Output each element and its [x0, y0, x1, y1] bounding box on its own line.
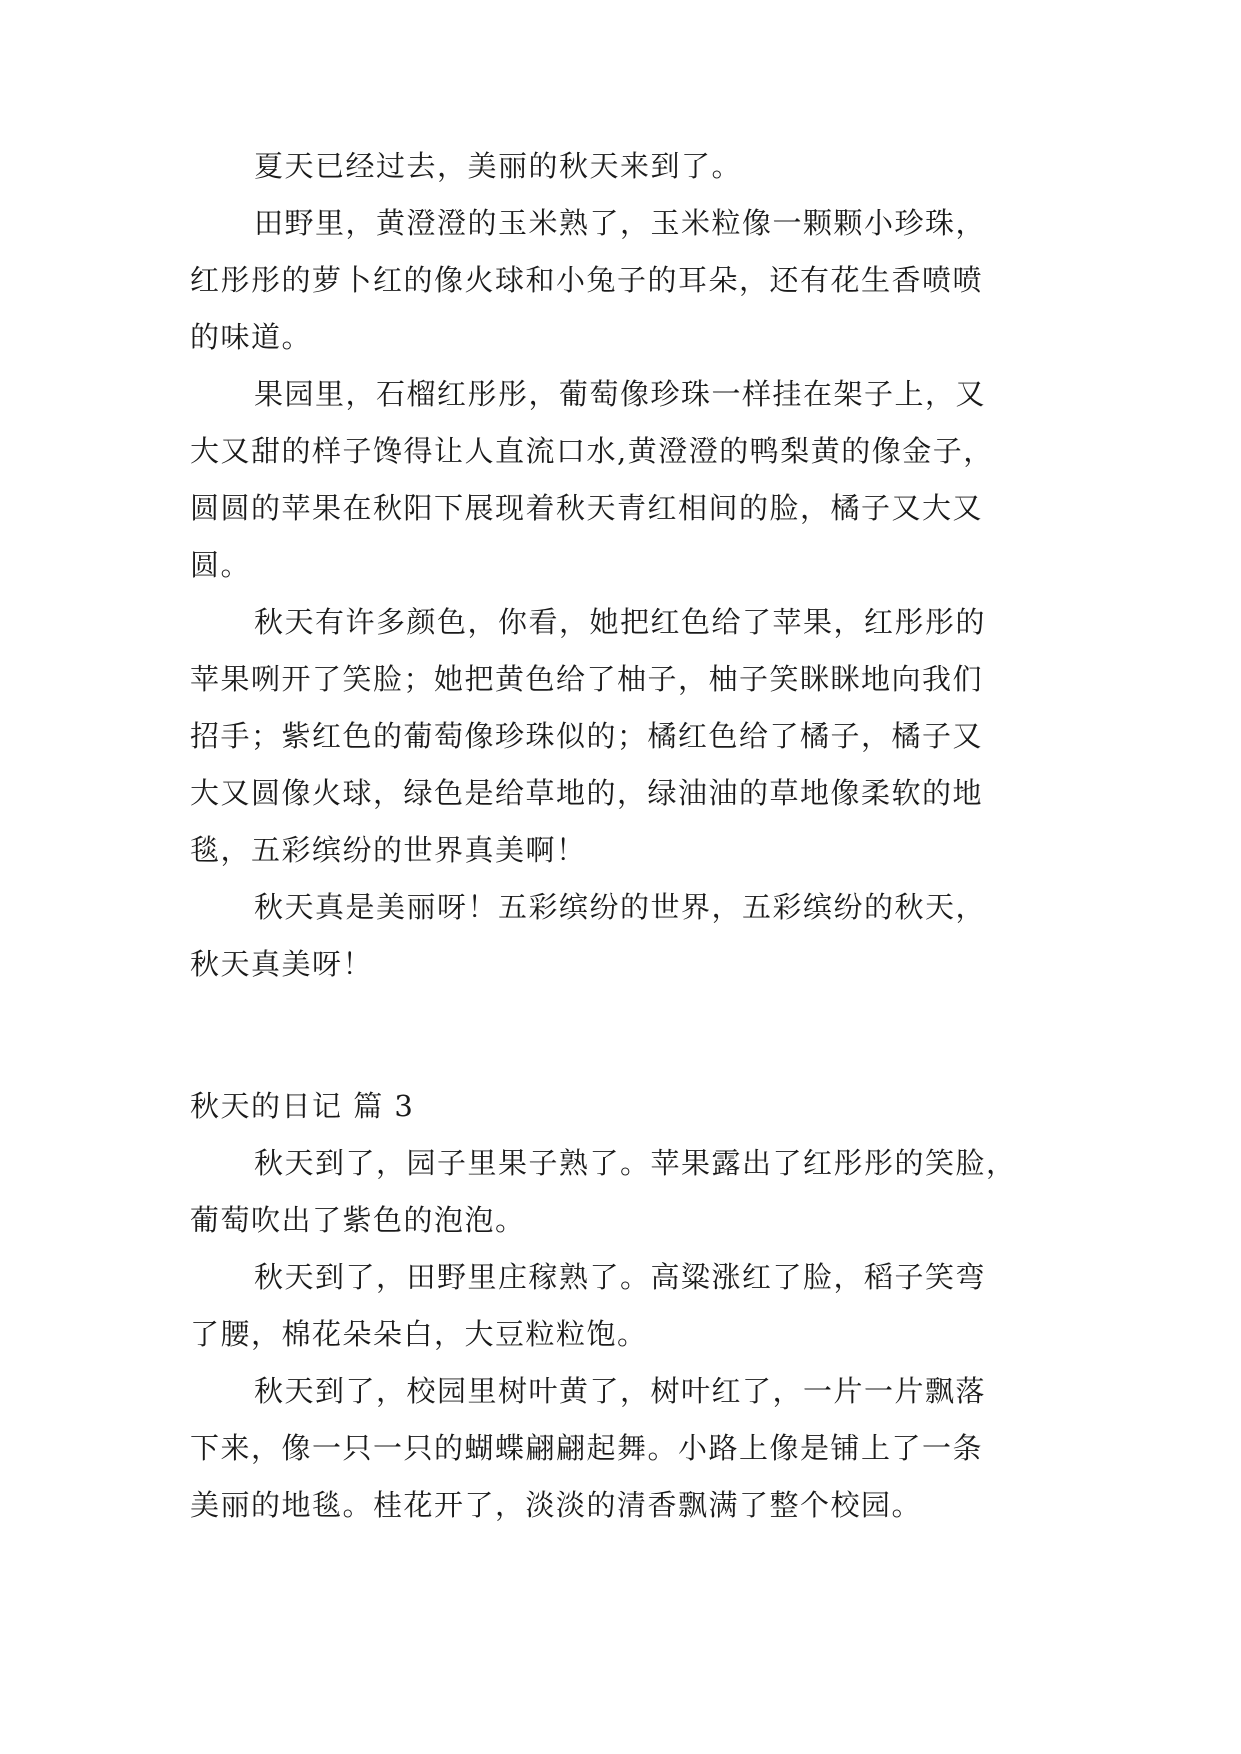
- paragraph-line: 招手；紫红色的葡萄像珍珠似的；橘红色给了橘子，橘子又: [190, 719, 984, 753]
- paragraph-line: 秋天真是美丽呀！五彩缤纷的世界，五彩缤纷的秋天，: [254, 890, 987, 924]
- paragraph-line: 秋天到了，园子里果子熟了。苹果露出了红彤彤的笑脸，: [254, 1146, 1017, 1180]
- paragraph-line: 秋天有许多颜色，你看，她把红色给了苹果，红彤彤的: [254, 605, 987, 639]
- paragraph-line: 的味道。: [190, 320, 313, 354]
- paragraph-line: 美丽的地毯。桂花开了，淡淡的清香飘满了整个校园。: [190, 1488, 923, 1522]
- paragraph-line: 果园里，石榴红彤彤，葡萄像珍珠一样挂在架子上，又: [254, 377, 987, 411]
- paragraph-line: 了腰，棉花朵朵白，大豆粒粒饱。: [190, 1317, 648, 1351]
- paragraph-line: 圆圆的苹果在秋阳下展现着秋天青红相间的脸，橘子又大又: [190, 491, 984, 525]
- paragraph-line: 葡萄吹出了紫色的泡泡。: [190, 1203, 526, 1237]
- paragraph-line: 秋天到了，田野里庄稼熟了。高粱涨红了脸，稻子笑弯: [254, 1260, 987, 1294]
- paragraph-line: 秋天到了，校园里树叶黄了，树叶红了，一片一片飘落: [254, 1374, 987, 1408]
- paragraph-line: 苹果咧开了笑脸；她把黄色给了柚子，柚子笑眯眯地向我们: [190, 662, 984, 696]
- paragraph-line: 大又圆像火球，绿色是给草地的，绿油油的草地像柔软的地: [190, 776, 984, 810]
- paragraph-line: 夏天已经过去，美丽的秋天来到了。: [254, 149, 743, 183]
- paragraph-line: 红彤彤的萝卜红的像火球和小兔子的耳朵，还有花生香喷喷: [190, 263, 984, 297]
- paragraph-line: 圆。: [190, 548, 252, 582]
- paragraph-line: 下来，像一只一只的蝴蝶翩翩起舞。小路上像是铺上了一条: [190, 1431, 984, 1465]
- paragraph-line: 田野里，黄澄澄的玉米熟了，玉米粒像一颗颗小珍珠，: [254, 206, 987, 240]
- paragraph-line: 秋天真美呀！: [190, 947, 374, 981]
- paragraph-line: 大又甜的样子馋得让人直流口水,黄澄澄的鸭梨黄的像金子，: [190, 434, 994, 468]
- paragraph-line: 毯，五彩缤纷的世界真美啊！: [190, 833, 587, 867]
- section-heading: 秋天的日记 篇 3: [190, 1089, 415, 1123]
